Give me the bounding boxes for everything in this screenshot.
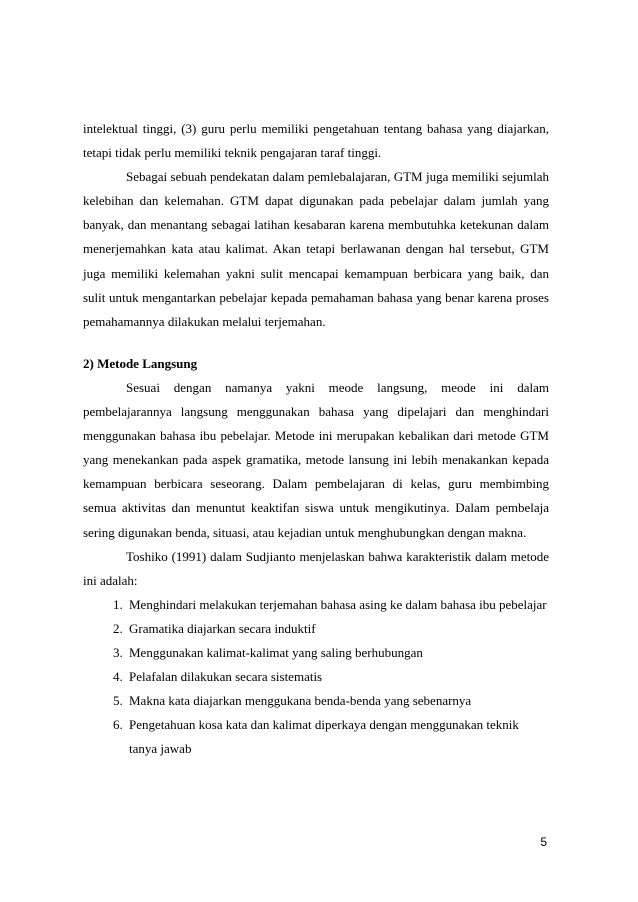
list-item: 5. Makna kata diajarkan menggukana benda-benda yang sebenarnya xyxy=(126,689,549,713)
paragraph-gtm-evaluation: Sebagai sebuah pendekatan dalam pemlebalajaran, GTM juga memiliki sejumlah kelebihan dan kelemahan. GTM dapat digunakan pada pebelajar dalam jumlah yang banyak, dan menantang sebagai latihan kesabaran karena membutuhka ketekunan dalam menerjemahkan kata atau kalimat. Akan tetapi berlawanan dengan hal tersebut, GTM juga memiliki kelemahan yakni sulit mencapai kemampuan berbicara yang baik, dan sulit untuk mengantarkan pebelajar kepada pemahaman bahasa yang benar karena proses pemahamannya dilakukan melalui terjemahan. xyxy=(83,169,549,329)
page-content xyxy=(83,117,549,761)
paragraph-direct-method: Sesuai dengan namanya yakni meode langsung, meode ini dalam pembelajarannya langsung menggunakan bahasa yang dipelajari dan menghindari menggunakan bahasa ibu pebelajar. Metode ini merupakan kebalikan dari metode GTM yang menekankan pada aspek gramatika, metode lansung ini lebih menakankan kepada kemampuan berbicara seseorang. Dalam pembelajaran di kelas, guru membimbing semua aktivitas dan menuntut keaktifan siswa untuk mengikutinya. Dalam pembelaja sering digunakan benda, situasi, atau kejadian untuk menghubungkan dengan makna. xyxy=(83,379,549,540)
section-spacer xyxy=(83,334,549,352)
list-item: 6. Pengetahuan kosa kata dan kalimat diperkaya dengan menggunakan teknik tanya jawab xyxy=(126,713,549,761)
paragraph-characteristics-intro: Toshiko (1991) dalam Sudjianto menjelaskan bahwa karakteristik dalam metode ini adalah: xyxy=(83,548,549,588)
list-item: 1. Menghindari melakukan terjemahan bahasa asing ke dalam bahasa ibu pebelajar xyxy=(126,593,549,617)
paragraph-continuation: intelektual tinggi, (3) guru perlu memiliki pengetahuan tentang bahasa yang diajarkan, tetapi tidak perlu memiliki teknik pengajaran taraf tinggi. xyxy=(83,121,549,161)
list-item: 2. Gramatika diajarkan secara induktif xyxy=(126,617,549,641)
list-item: 3. Menggunakan kalimat-kalimat yang saling berhubungan xyxy=(126,641,549,665)
list-item: 4. Pelafalan dilakukan secara sistematis xyxy=(126,665,549,689)
page-number: 5 xyxy=(540,835,547,849)
characteristics-list xyxy=(83,593,549,762)
section-heading: 2) Metode Langsung xyxy=(83,355,198,371)
